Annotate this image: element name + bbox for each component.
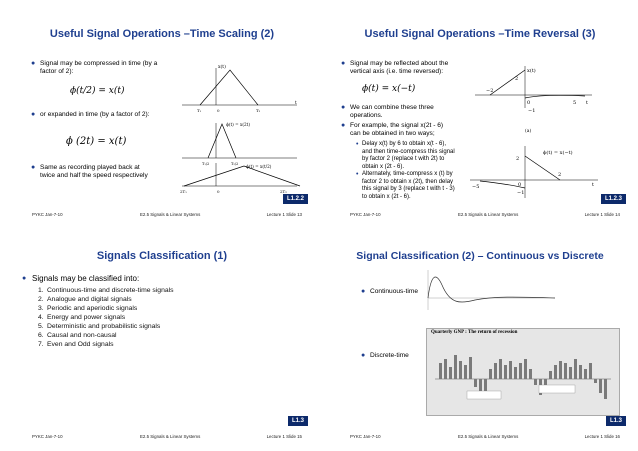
slide-title: Useful Signal Operations –Time Reversal (3) xyxy=(364,28,596,40)
gnp-bar xyxy=(589,363,592,379)
gnp-bar xyxy=(599,379,602,393)
annotation-box xyxy=(467,391,501,399)
slide-footer: PYKC Jan-7-10 E2.5 Signals & Linear Systems Lecture 1 Slide 15 xyxy=(32,434,302,439)
gnp-bar xyxy=(594,379,597,383)
section-badge: L1.2.3 xyxy=(601,194,626,204)
gnp-bar xyxy=(454,355,457,379)
bullet: ● We can combine these three operations. xyxy=(341,104,434,119)
plot-label: 5 xyxy=(573,100,577,106)
bullet: ● For example, the signal x(2t - 6) can be obtained in two ways; xyxy=(341,122,444,137)
signal-xt xyxy=(490,70,525,95)
signal-xt xyxy=(200,70,258,105)
plot-label: −5 xyxy=(472,184,480,190)
slide-signals-classification-1 xyxy=(12,230,312,442)
plot-label: T₂/2 xyxy=(231,162,239,166)
gnp-bar xyxy=(574,359,577,379)
gnp-bar xyxy=(529,369,532,379)
plot-label: −1 xyxy=(517,190,525,196)
gnp-bar xyxy=(444,359,447,379)
gnp-bar xyxy=(564,363,567,379)
gnp-bar xyxy=(449,367,452,379)
plot-label: −2 xyxy=(486,88,494,94)
slide-time-scaling xyxy=(12,8,312,220)
section-badge: L1.3 xyxy=(288,416,308,426)
plot-label: 0 xyxy=(217,108,220,113)
gnp-bar xyxy=(554,365,557,379)
bar-group xyxy=(439,355,607,399)
gnp-bar xyxy=(469,357,472,379)
plot-label: t xyxy=(592,182,595,188)
plot-label: ϕ(t) = x(t/2) xyxy=(246,164,272,169)
equation: ϕ(t/2) = x(t) xyxy=(70,86,125,96)
plot-label: (a) xyxy=(525,129,532,134)
section-badge: L1.3 xyxy=(606,416,626,426)
bullet: ● Signal may be compressed in time (by a factor of 2): xyxy=(31,60,158,75)
gnp-bar xyxy=(494,363,497,379)
plot-label: 2T₁ xyxy=(180,189,187,194)
list-item: 7. Even and Odd signals xyxy=(38,341,114,348)
gnp-bar xyxy=(534,379,537,385)
gnp-bar xyxy=(514,367,517,379)
plot-label: T₁/2 xyxy=(202,162,210,166)
bullet: ● or expanded in time (by a factor of 2): xyxy=(31,111,150,118)
gnp-chart-image xyxy=(426,328,620,416)
slide-footer: PYKC Jan-7-10 E2.5 Signals & Linear Systems Lecture 1 Slide 14 xyxy=(350,212,620,217)
gnp-bar xyxy=(439,363,442,379)
list-item: 6. Causal and non-causal xyxy=(38,332,117,339)
time-reversal-plots xyxy=(330,8,630,220)
plot-label: 0 xyxy=(217,189,220,194)
section-badge: L1.2.2 xyxy=(283,194,308,204)
slide-title: Signals Classification (1) xyxy=(96,250,228,262)
gnp-bar xyxy=(464,365,467,379)
time-scaling-plots xyxy=(12,8,312,220)
plot-label: 2T₂ xyxy=(280,189,287,194)
gnp-bar xyxy=(489,369,492,379)
plot-label: 2 xyxy=(516,156,520,162)
slide-footer: PYKC Jan-7-10 E2.5 Signals & Linear Systems Lecture 1 Slide 16 xyxy=(350,434,620,439)
equation: ϕ (2t) = x(t) xyxy=(66,136,127,147)
bullet: ● Same as recording played back at twice and half the speed respectively xyxy=(31,164,148,179)
list-item: 1. Continuous-time and discrete-time signals xyxy=(38,287,174,294)
plot-label: T₂ xyxy=(256,108,261,113)
list-item: 2. Analogue and digital signals xyxy=(38,296,132,303)
gnp-bar xyxy=(579,365,582,379)
gnp-bar xyxy=(559,361,562,379)
annotation-box xyxy=(539,385,575,393)
plot-label: −1 xyxy=(528,108,536,114)
plot-label: 0 xyxy=(527,100,531,106)
plot-label: ϕ(t) = x(−t) xyxy=(543,150,573,156)
gnp-bars xyxy=(427,329,619,415)
gnp-bar xyxy=(499,359,502,379)
plot-label: t xyxy=(295,101,297,106)
gnp-bar xyxy=(459,361,462,379)
gnp-bar xyxy=(569,367,572,379)
damped-signal xyxy=(428,277,555,302)
gnp-bar xyxy=(509,361,512,379)
bullet: ● Continuous-time xyxy=(361,288,419,295)
plot-label: 0 xyxy=(518,182,522,188)
slide-footer: PYKC Jan-7-10 E2.5 Signals & Linear Systems Lecture 1 Slide 13 xyxy=(32,212,302,217)
slide-title: Useful Signal Operations –Time Scaling (2) xyxy=(49,28,275,40)
gnp-bar xyxy=(549,371,552,379)
gnp-bar xyxy=(484,379,487,391)
bullet: ● Signals may be classified into: xyxy=(22,274,140,283)
equation: ϕ(t) = x(−t) xyxy=(362,84,416,94)
gnp-bar xyxy=(474,379,477,387)
classification-list xyxy=(38,286,174,349)
bullet: ● Discrete-time xyxy=(361,352,409,359)
plot-label: 2 xyxy=(558,172,562,178)
gnp-bar xyxy=(524,359,527,379)
slide-continuous-vs-discrete xyxy=(330,230,630,442)
plot-label: T₁ xyxy=(197,108,202,113)
list-item: 4. Energy and power signals xyxy=(38,314,126,321)
list-item: 5. Deterministic and probabilistic signals xyxy=(38,323,161,330)
signal-reversed-ramp xyxy=(525,156,560,180)
bullet: ● Signal may be reflected about the vertical axis (i.e. time reversed): xyxy=(341,60,449,75)
plot-label: 2 xyxy=(515,76,519,82)
gnp-bar xyxy=(584,369,587,379)
plot-label: t xyxy=(586,100,589,106)
signal-xt-decay xyxy=(525,95,585,98)
plot-label: x(t) xyxy=(218,65,226,70)
gnp-bar xyxy=(604,379,607,399)
signal-xt2 xyxy=(184,166,300,186)
slide-time-reversal xyxy=(330,8,630,220)
slide-title: Signal Classification (2) – Continuous vs Discrete xyxy=(356,250,604,262)
sub-bullet: • Delay x(t) by 6 to obtain x(t - 6), and then time-compress this signal by factor 2 (replace t with 2t) to obtain x (2t - 6). xyxy=(356,141,455,170)
sub-bullet: • Alternately, time-compress x (t) by factor 2 to obtain x (2t), then delay this signal by 3 (replace t with t - 3) to obtain x (2t - 6). xyxy=(356,171,455,200)
gnp-chart-title: Quarterly GNP : The return of recession xyxy=(431,330,518,335)
signal-x2t xyxy=(208,124,236,158)
plot-label: ϕ(t) = x(2t) xyxy=(226,122,250,127)
list-item: 3. Periodic and aperiodic signals xyxy=(38,305,138,312)
gnp-bar xyxy=(504,365,507,379)
gnp-bar xyxy=(519,363,522,379)
plot-label: x(t) xyxy=(527,68,536,74)
